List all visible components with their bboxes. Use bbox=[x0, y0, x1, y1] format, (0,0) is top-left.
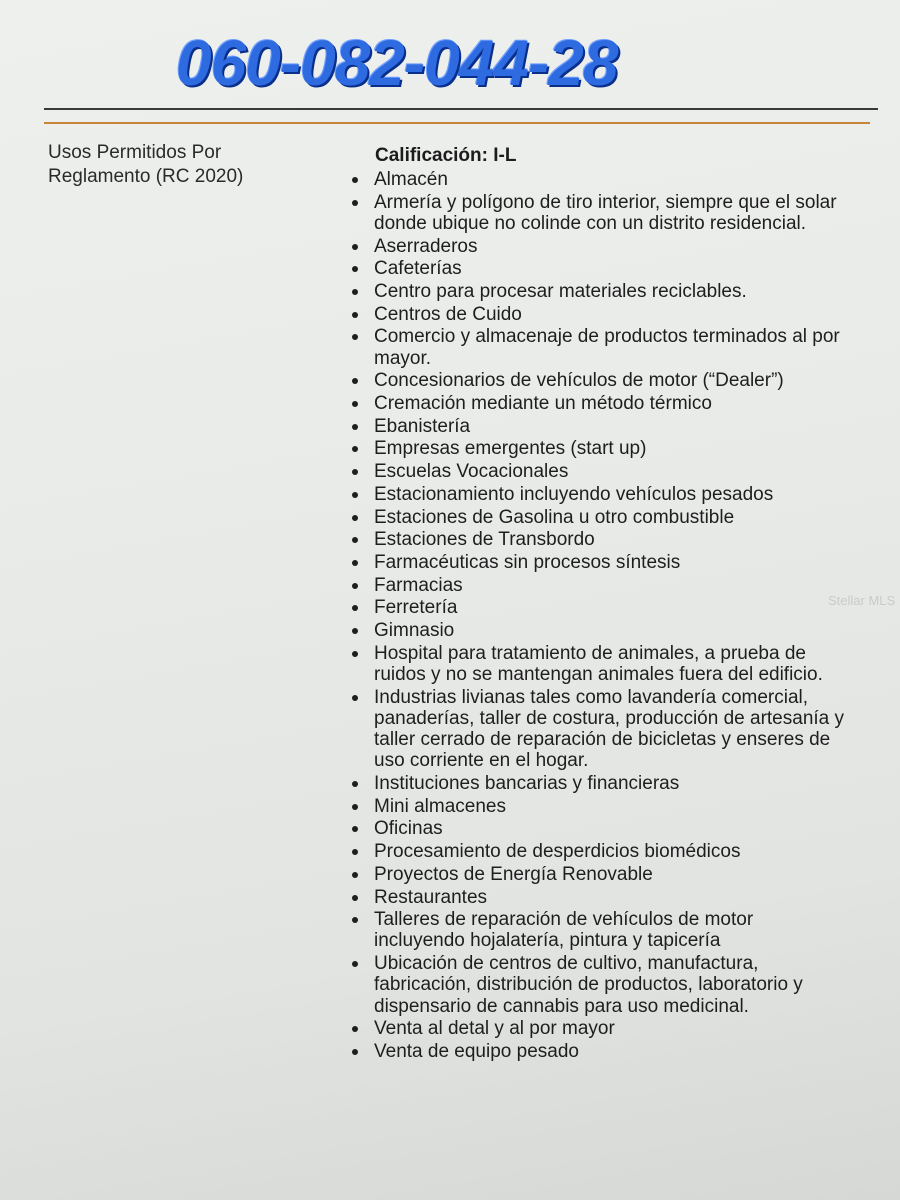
permitted-uses-list bbox=[346, 169, 846, 1062]
bullet-icon bbox=[352, 266, 358, 272]
bullet-icon bbox=[352, 200, 358, 206]
list-item-text: Proyectos de Energía Renovable bbox=[374, 863, 653, 885]
list-item bbox=[346, 818, 846, 839]
bullet-icon bbox=[352, 446, 358, 452]
list-item bbox=[346, 416, 846, 437]
list-item-text: Cafeterías bbox=[374, 258, 462, 280]
list-item-text: Oficinas bbox=[374, 818, 443, 840]
list-item-text: Almacén bbox=[374, 169, 448, 190]
list-item bbox=[346, 393, 846, 414]
list-item bbox=[346, 796, 846, 817]
list-item bbox=[346, 484, 846, 505]
list-item-text: Procesamiento de desperdicios biomédicos bbox=[374, 841, 741, 863]
list-item bbox=[346, 887, 846, 908]
list-item-text: Centros de Cuido bbox=[374, 303, 522, 325]
permitted-uses-column bbox=[346, 144, 846, 1064]
bullet-icon bbox=[352, 1026, 358, 1032]
bullet-icon bbox=[352, 469, 358, 475]
list-item bbox=[346, 773, 846, 794]
zoning-classification: Calificación: I-L bbox=[375, 145, 517, 166]
bullet-icon bbox=[352, 895, 358, 901]
list-item bbox=[346, 1018, 846, 1039]
bullet-icon bbox=[352, 695, 358, 701]
bullet-icon bbox=[352, 537, 358, 543]
list-item-text: Cremación mediante un método térmico bbox=[374, 393, 712, 415]
bullet-icon bbox=[352, 804, 358, 810]
list-item-text: Ferretería bbox=[374, 597, 458, 619]
bullet-icon bbox=[352, 1049, 358, 1055]
list-item bbox=[346, 687, 846, 772]
list-item bbox=[346, 1041, 846, 1062]
bullet-icon bbox=[352, 849, 358, 855]
bullet-icon bbox=[352, 177, 358, 183]
list-item bbox=[346, 304, 846, 325]
parcel-number-title: 060-082-044-28 bbox=[176, 27, 618, 99]
list-item bbox=[346, 643, 846, 685]
list-item bbox=[346, 258, 846, 279]
bullet-icon bbox=[352, 424, 358, 430]
list-item-text: Estaciones de Transbordo bbox=[374, 529, 595, 551]
bullet-icon bbox=[352, 605, 358, 611]
bullet-icon bbox=[352, 917, 358, 923]
list-item-text: Comercio y almacenaje de productos terminados al por mayor. bbox=[374, 326, 840, 369]
list-item-text: Farmacias bbox=[374, 574, 463, 596]
bullet-icon bbox=[352, 560, 358, 566]
header-divider-dark bbox=[44, 108, 878, 110]
list-item bbox=[346, 169, 846, 190]
mls-watermark: Stellar MLS bbox=[828, 593, 896, 608]
list-item-text: Estaciones de Gasolina u otro combustible bbox=[374, 506, 735, 528]
bullet-icon bbox=[352, 583, 358, 589]
list-item-text: Concesionarios de vehículos de motor (“Dealer”) bbox=[374, 370, 784, 392]
list-item-text: Farmacéuticas sin procesos síntesis bbox=[374, 551, 681, 573]
bullet-icon bbox=[352, 312, 358, 318]
list-item-text: Ebanistería bbox=[374, 415, 471, 437]
list-item bbox=[346, 326, 846, 368]
list-item-text: Ubicación de centros de cultivo, manufactura, fabricación, distribución de productos, laboratorio y dispensario de cannabis para uso medicinal. bbox=[374, 953, 803, 1017]
list-item-text: Armería y polígono de tiro interior, siempre que el solar donde ubique no colinde con un distrito residencial. bbox=[374, 191, 837, 234]
list-item-text: Mini almacenes bbox=[374, 795, 506, 817]
bullet-icon bbox=[352, 289, 358, 295]
list-item-text: Talleres de reparación de vehículos de motor incluyendo hojalatería, pintura y tapicería bbox=[374, 909, 754, 952]
list-item-text: Instituciones bancarias y financieras bbox=[374, 772, 680, 794]
list-item bbox=[346, 438, 846, 459]
list-item-text: Hospital para tratamiento de animales, a prueba de ruidos y no se mantengan animales fuera del edificio. bbox=[374, 642, 823, 685]
bullet-icon bbox=[352, 826, 358, 832]
list-item bbox=[346, 620, 846, 641]
bullet-icon bbox=[352, 628, 358, 634]
list-item bbox=[346, 461, 846, 482]
list-item bbox=[346, 909, 846, 951]
list-item bbox=[346, 552, 846, 573]
list-item-text: Venta de equipo pesado bbox=[374, 1040, 579, 1062]
list-item-text: Venta al detal y al por mayor bbox=[374, 1018, 615, 1040]
bullet-icon bbox=[352, 401, 358, 407]
bullet-icon bbox=[352, 872, 358, 878]
list-item-text: Escuelas Vocacionales bbox=[374, 461, 569, 483]
bullet-icon bbox=[352, 492, 358, 498]
list-item-text: Empresas emergentes (start up) bbox=[374, 438, 647, 460]
bullet-icon bbox=[352, 781, 358, 787]
list-item bbox=[346, 597, 846, 618]
list-item bbox=[346, 370, 846, 391]
bullet-icon bbox=[352, 961, 358, 967]
list-item bbox=[346, 507, 846, 528]
list-item bbox=[346, 192, 846, 234]
bullet-icon bbox=[352, 378, 358, 384]
list-item bbox=[346, 575, 846, 596]
permitted-uses-label: Usos Permitidos Por Reglamento (RC 2020) bbox=[48, 142, 244, 187]
bullet-icon bbox=[352, 244, 358, 250]
bullet-icon bbox=[352, 651, 358, 657]
list-item bbox=[346, 864, 846, 885]
list-item bbox=[346, 236, 846, 257]
list-item-text: Aserraderos bbox=[374, 235, 478, 257]
list-item-text: Restaurantes bbox=[374, 886, 488, 908]
list-item bbox=[346, 529, 846, 550]
list-item bbox=[346, 953, 846, 1017]
bullet-icon bbox=[352, 515, 358, 521]
list-item-text: Industrias livianas tales como lavandería comercial, panaderías, taller de costura, producción de artesanía y taller cerrado de reparación de bicicletas y enseres de uso corriente en el hogar. bbox=[374, 686, 845, 772]
list-item bbox=[346, 281, 846, 302]
list-item-text: Gimnasio bbox=[374, 620, 455, 642]
bullet-icon bbox=[352, 334, 358, 340]
list-item bbox=[346, 841, 846, 862]
list-item-text: Centro para procesar materiales reciclables. bbox=[374, 281, 747, 303]
header-divider-orange bbox=[44, 122, 870, 124]
list-item-text: Estacionamiento incluyendo vehículos pesados bbox=[374, 483, 774, 505]
